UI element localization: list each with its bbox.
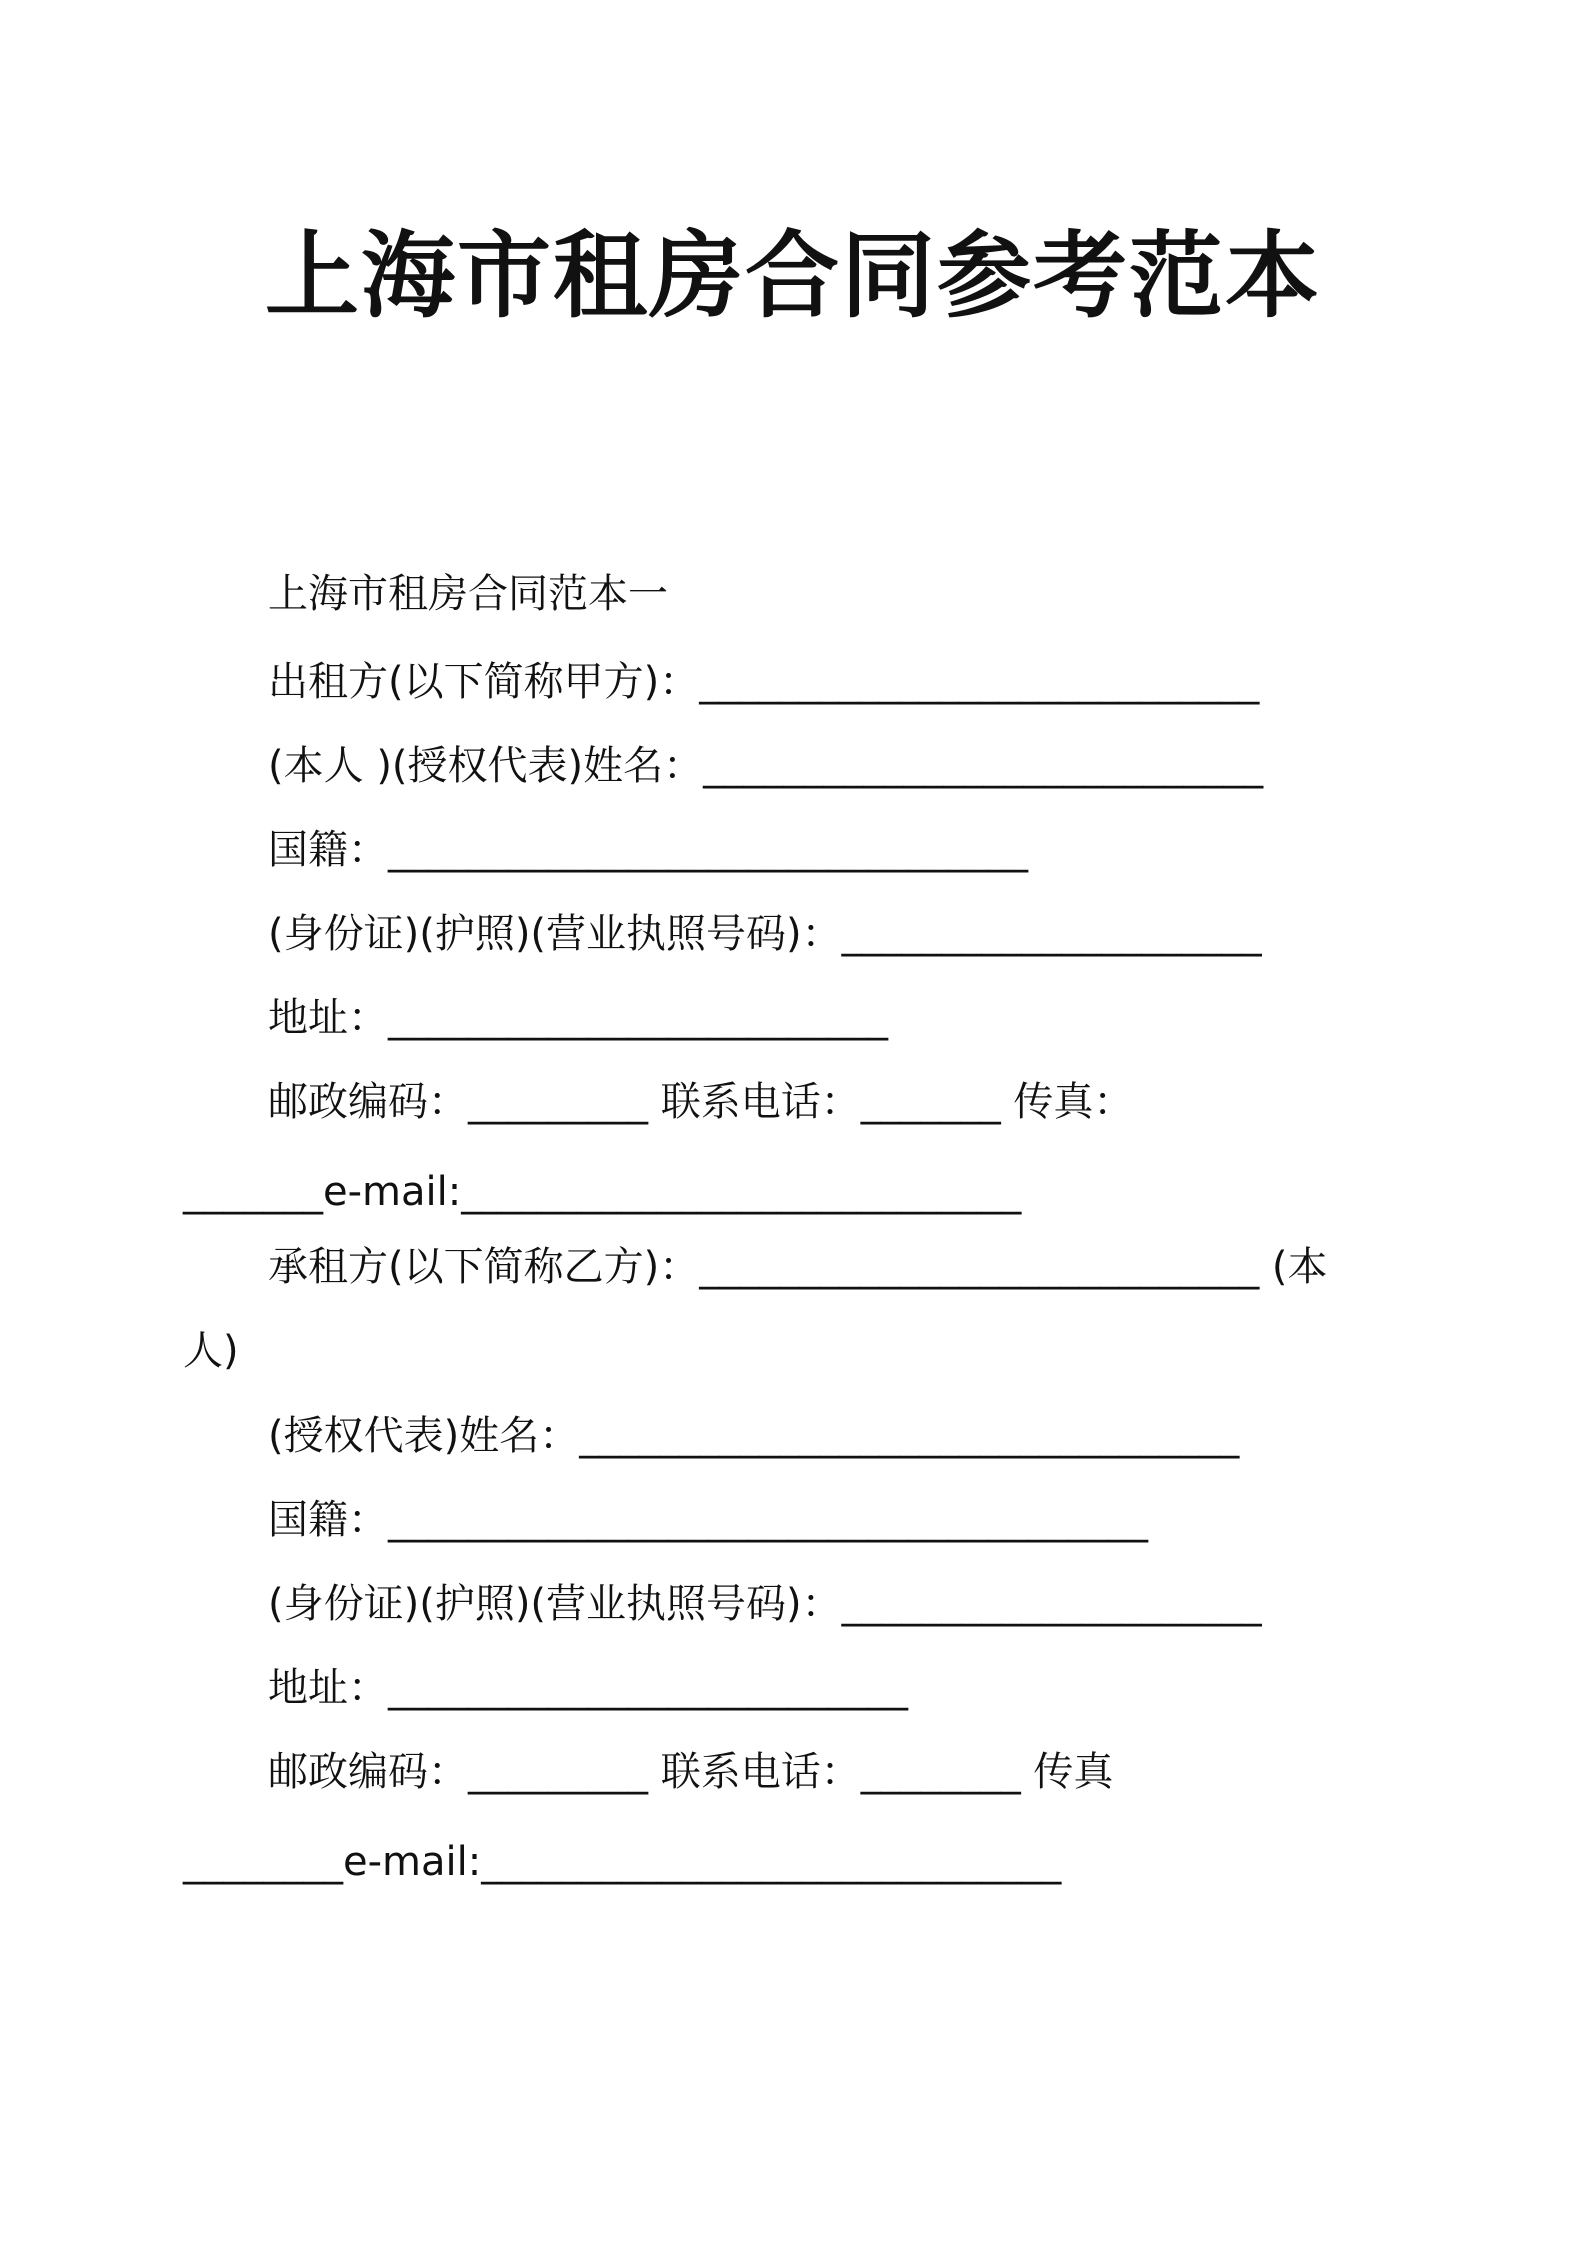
lessee-contact-line: 邮政编码：_________ 联系电话：________ 传真 [268,1749,1114,1795]
lessee-email-line: ________e-mail:_____________________________ [183,1839,1062,1885]
lessor-party-line: 出租方(以下简称甲方)：____________________________ [268,659,1260,705]
lessor-name-line: (本人 )(授权代表)姓名：____________________________ [268,743,1264,789]
lessor-nationality-line: 国籍：________________________________ [268,827,1028,873]
lessor-contact-line: 邮政编码：_________ 联系电话：_______ 传真： [268,1079,1134,1125]
lessor-id-line: (身份证)(护照)(营业执照号码)：_____________________ [268,911,1262,957]
lessee-party-line-cont: 人) [183,1328,239,1374]
lessee-address-line: 地址：__________________________ [268,1665,908,1711]
lessee-id-line: (身份证)(护照)(营业执照号码)：_____________________ [268,1581,1262,1627]
lessee-nationality-line: 国籍：______________________________________ [268,1497,1148,1543]
lessee-name-line: (授权代表)姓名：_________________________________ [268,1413,1240,1459]
document-title: 上海市租房合同参考范本 [264,222,1321,331]
lessor-address-line: 地址：_________________________ [268,995,888,1041]
lessee-party-line: 承租方(以下简称乙方)：____________________________ (本 [268,1244,1328,1290]
contract-subtitle: 上海市租房合同范本一 [268,571,668,617]
lessor-email-line: _______e-mail:____________________________ [183,1169,1022,1215]
